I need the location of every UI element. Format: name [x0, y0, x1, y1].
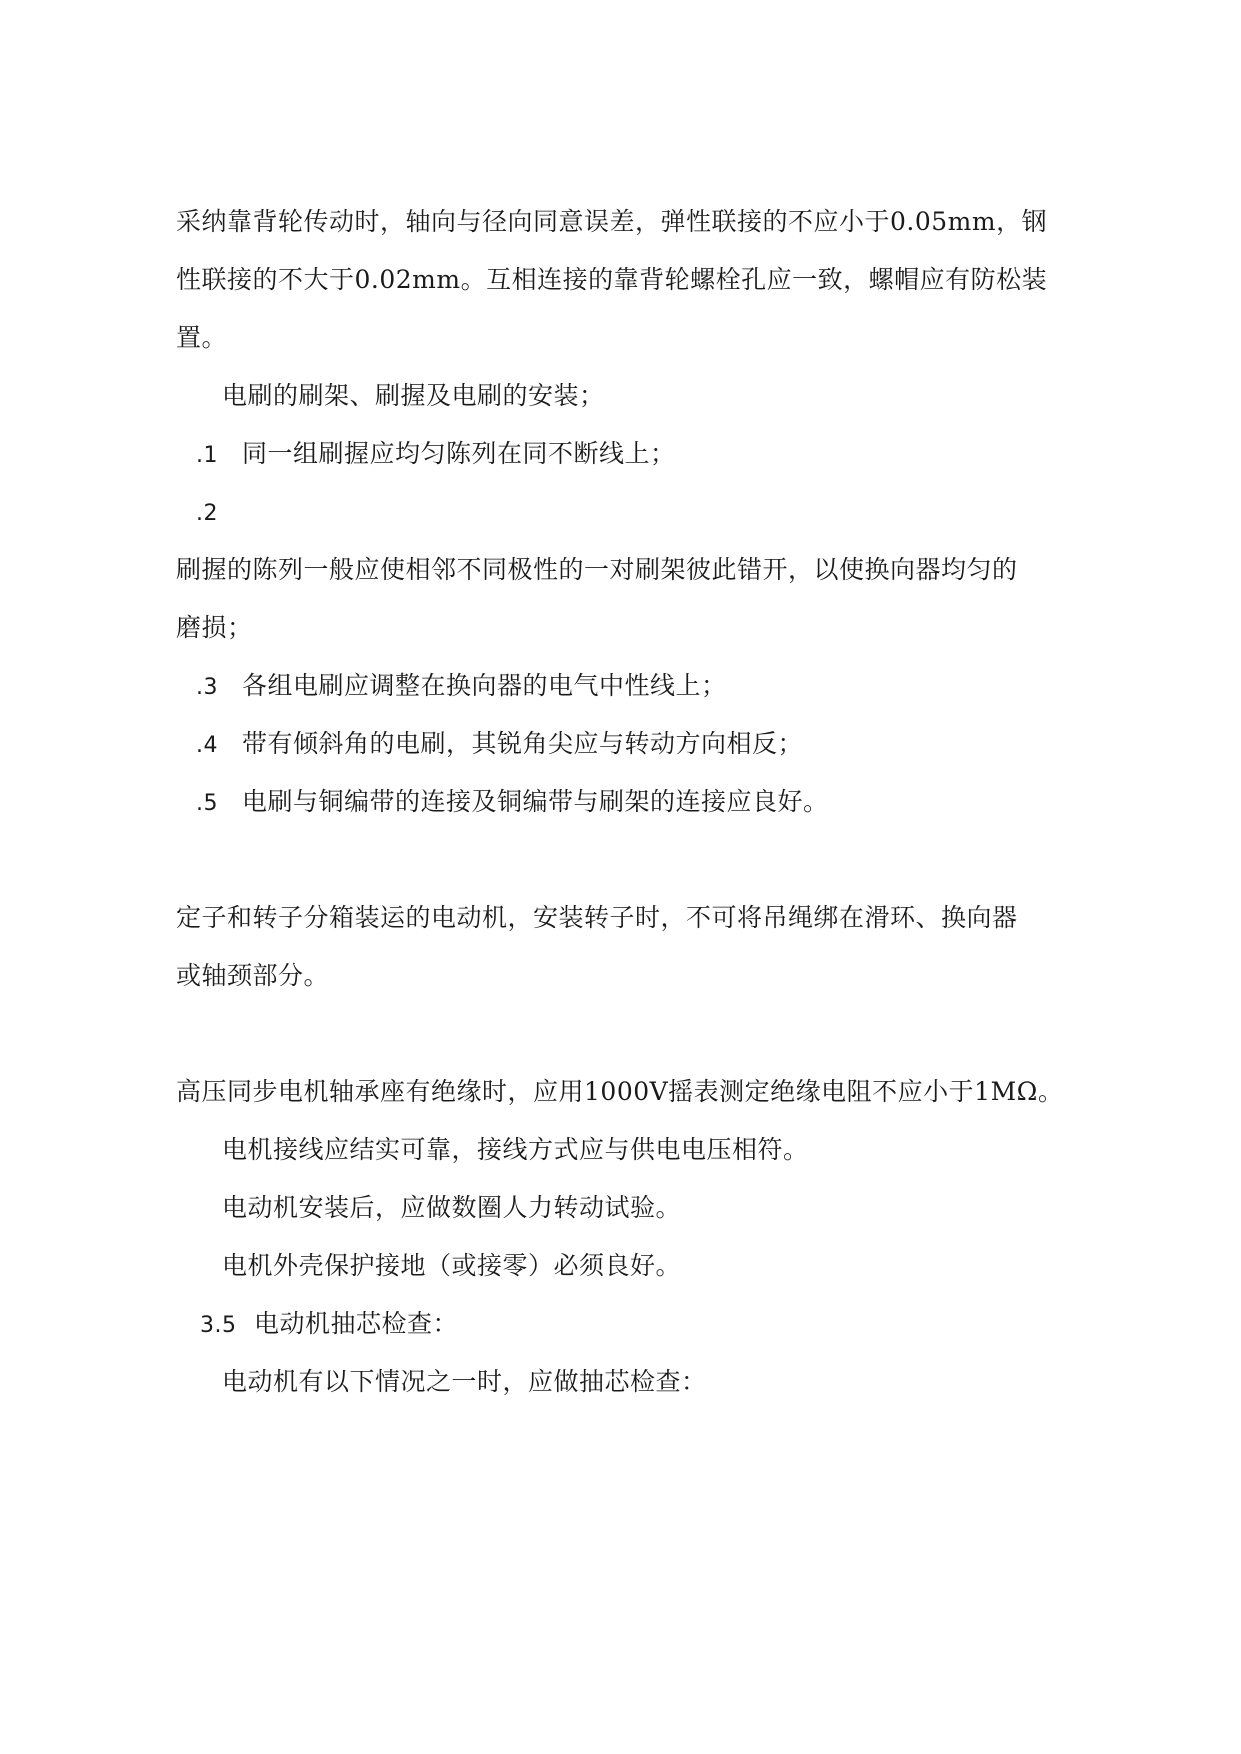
paragraph-line: 或轴颈部分。 [176, 961, 330, 990]
list-item [196, 670, 727, 704]
list-item-text: 各组电刷应调整在换向器的电气中性线上； [242, 671, 727, 700]
list-item-number: .5 [196, 791, 218, 816]
list-item [196, 496, 218, 530]
section-heading: 电刷的刷架、刷握及电刷的安装； [222, 381, 605, 410]
paragraph-line: 电机接线应结实可靠，接线方式应与供电电压相符。 [222, 1135, 809, 1164]
list-item [196, 438, 676, 472]
paragraph-line: 性联接的不大于0.02mm。互相连接的靠背轮螺栓孔应一致，螺帽应有防松装 [176, 265, 1048, 294]
paragraph-line: 电动机安装后，应做数圈人力转动试验。 [222, 1193, 682, 1222]
section-number: 3.5 [200, 1313, 237, 1338]
list-item [196, 786, 829, 820]
paragraph-line: 定子和转子分箱装运的电动机，安装转子时，不可将吊绳绑在滑环、换向器 [176, 903, 1018, 932]
list-item-text: 同一组刷握应均匀陈列在同不断线上； [242, 439, 676, 468]
list-item-number: .1 [196, 443, 218, 468]
paragraph-line: 电动机有以下情况之一时，应做抽芯检查： [222, 1367, 707, 1396]
paragraph-line: 刷握的陈列一般应使相邻不同极性的一对刷架彼此错开，以使换向器均匀的 [176, 555, 1018, 584]
list-item-number: .4 [196, 733, 218, 758]
paragraph-line: 高压同步电机轴承座有绝缘时，应用1000V摇表测定绝缘电阻不应小于1MΩ。 [176, 1077, 1064, 1106]
list-item [196, 728, 803, 762]
paragraph-line: 磨损； [176, 613, 253, 642]
paragraph-line: 电机外壳保护接地（或接零）必须良好。 [222, 1251, 682, 1280]
list-item-text: 带有倾斜角的电刷，其锐角尖应与转动方向相反； [242, 729, 804, 758]
paragraph-line: 置。 [176, 323, 228, 352]
list-item-text: 电刷与铜编带的连接及铜编带与刷架的连接应良好。 [242, 787, 829, 816]
section-heading [200, 1308, 458, 1342]
list-item-number: .3 [196, 675, 218, 700]
list-item-number: .2 [196, 501, 218, 526]
paragraph-line: 采纳靠背轮传动时，轴向与径向同意误差，弹性联接的不应小于0.05mm，钢 [176, 207, 1048, 236]
section-title: 电动机抽芯检查： [254, 1309, 459, 1338]
